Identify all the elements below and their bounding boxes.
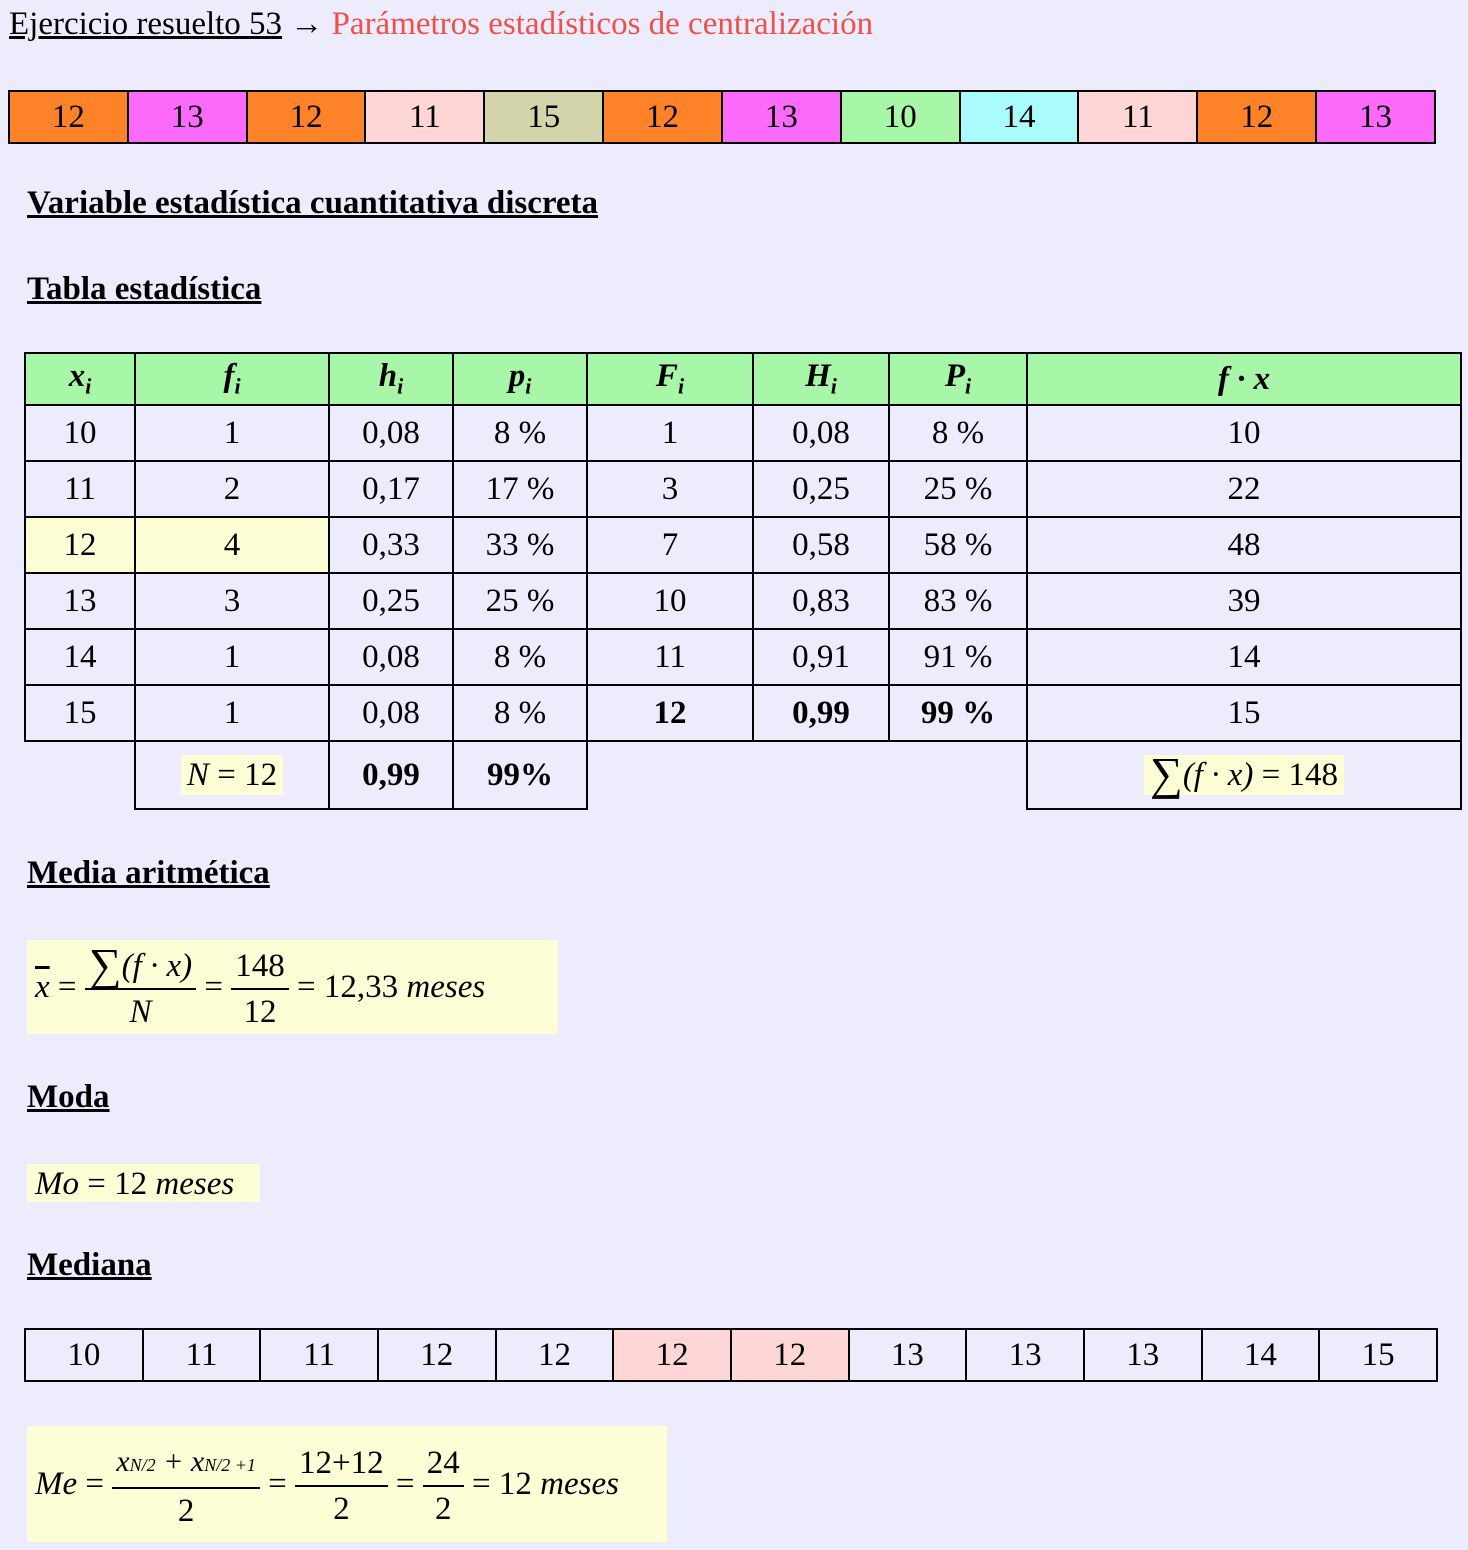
header-label: P — [944, 358, 966, 395]
table-cell: 48 — [1027, 517, 1461, 573]
table-row — [25, 685, 1461, 741]
table-cell: 0,99 — [753, 685, 889, 741]
table-cell: 2 — [135, 461, 329, 517]
table-cell: 1 — [135, 629, 329, 685]
table-row — [25, 517, 1461, 573]
table-cell: 11 — [587, 629, 753, 685]
table-cell: 1 — [135, 405, 329, 461]
moda-unit: meses — [155, 1166, 235, 1202]
table-cell: 58 % — [889, 517, 1027, 573]
strip-cell: 13 — [722, 91, 841, 143]
table-cell: 0,17 — [329, 461, 453, 517]
heading-mediana: Mediana — [27, 1247, 152, 1283]
table-cell: 25 % — [453, 573, 587, 629]
strip-cell: 11 — [1078, 91, 1197, 143]
strip-cell: 12 — [613, 1329, 731, 1381]
table-totals-row — [25, 741, 1461, 809]
strip-cell: 12 — [247, 91, 366, 143]
empty-cell — [25, 741, 135, 809]
table-cell: 91 % — [889, 629, 1027, 685]
sum-label: (f · x) — [1182, 756, 1254, 793]
mediana-num3: 24 — [423, 1441, 464, 1487]
header-label: x — [68, 358, 86, 395]
sub-den: 2 — [221, 1454, 231, 1475]
table-cell: 12 — [25, 517, 135, 573]
mediana-label: Me — [35, 1466, 78, 1502]
column-header — [453, 353, 587, 405]
table-cell: 22 — [1027, 461, 1461, 517]
table-cell: 8 % — [453, 629, 587, 685]
mediana-num2: 12+12 — [295, 1441, 388, 1487]
mean-symbol: $\overline{x}$ — [35, 969, 50, 1005]
media-numerator: (f · x) — [121, 948, 193, 985]
sub-plus-one: +1 — [234, 1454, 256, 1475]
strip-cell: 12 — [496, 1329, 614, 1381]
column-header — [889, 353, 1027, 405]
strip-cell: 11 — [260, 1329, 378, 1381]
header-sub: i — [830, 373, 837, 399]
x-symbol: x — [116, 1444, 130, 1478]
table-cell: 83 % — [889, 573, 1027, 629]
header-sub: i — [397, 373, 404, 399]
table-cell: 25 % — [889, 461, 1027, 517]
media-fraction-1 — [85, 939, 196, 1034]
header-label: F — [655, 358, 678, 395]
strip-cell: 15 — [1319, 1329, 1437, 1381]
table-cell: 12 — [587, 685, 753, 741]
table-cell: 8 % — [453, 405, 587, 461]
mediana-fraction-3 — [423, 1441, 464, 1531]
column-header — [135, 353, 329, 405]
strip-cell: 10 — [841, 91, 960, 143]
table-cell: 99 % — [889, 685, 1027, 741]
header-label: H — [805, 358, 831, 395]
media-unit: meses — [406, 969, 486, 1005]
total-n-cell: N = 12 — [135, 741, 329, 809]
media-den2: 12 — [243, 994, 277, 1031]
heading-tabla: Tabla estadística — [27, 271, 262, 307]
table-cell: 33 % — [453, 517, 587, 573]
strip-cell: 13 — [849, 1329, 967, 1381]
table-cell: 3 — [135, 573, 329, 629]
n-value: 12 — [244, 756, 278, 793]
topic-label: Parámetros estadísticos de centralización — [331, 6, 874, 42]
table-row — [25, 461, 1461, 517]
empty-cell — [753, 741, 889, 809]
mediana-fraction-2 — [295, 1441, 388, 1531]
column-header — [329, 353, 453, 405]
media-denominator: N — [129, 994, 152, 1031]
table-row — [25, 573, 1461, 629]
frequency-table — [24, 352, 1462, 810]
table-cell: 10 — [587, 573, 753, 629]
strip-cell: 11 — [143, 1329, 261, 1381]
mediana-unit: meses — [540, 1466, 619, 1502]
heading-media: Media aritmética — [27, 855, 270, 891]
x-symbol: x — [190, 1444, 205, 1478]
strip-cell: 12 — [603, 91, 722, 143]
exercise-label: Ejercicio resuelto 53 — [9, 6, 283, 42]
table-cell: 14 — [25, 629, 135, 685]
table-cell: 11 — [25, 461, 135, 517]
mediana-formula: Me = $\frac{xN/2 + xN/2 +1}{2}$ = $\frac{12+12}{2}$ = $\frac{24}{2}$ = 12 meses — [27, 1426, 667, 1542]
table-cell: 8 % — [889, 405, 1027, 461]
table-cell: 8 % — [453, 685, 587, 741]
moda-formula: Mo = 12 meses — [27, 1164, 260, 1202]
header-label: p — [508, 358, 526, 395]
strip-cell: 14 — [960, 91, 1079, 143]
header-sub: i — [85, 373, 92, 399]
header-sub: i — [234, 373, 241, 399]
table-cell: 39 — [1027, 573, 1461, 629]
table-cell: 0,08 — [329, 405, 453, 461]
table-cell: 15 — [25, 685, 135, 741]
column-header — [587, 353, 753, 405]
total-p-cell: 99% — [453, 741, 587, 809]
strip-cell: 14 — [1202, 1329, 1320, 1381]
header-sub: i — [525, 373, 532, 399]
table-row — [25, 405, 1461, 461]
moda-value: 12 — [114, 1166, 148, 1202]
strip-cell: 10 — [25, 1329, 143, 1381]
header-sub: i — [677, 373, 685, 399]
column-header — [25, 353, 135, 405]
table-cell: 0,25 — [753, 461, 889, 517]
media-result: 12,33 — [323, 969, 399, 1005]
raw-data-strip — [8, 90, 1436, 144]
table-cell: 14 — [1027, 629, 1461, 685]
strip-cell: 13 — [1316, 91, 1435, 143]
table-cell: 3 — [587, 461, 753, 517]
table-cell: 17 % — [453, 461, 587, 517]
header-label: h — [378, 358, 398, 395]
empty-cell — [889, 741, 1027, 809]
empty-cell — [587, 741, 753, 809]
header-label: f — [223, 358, 235, 395]
mediana-den3: 2 — [435, 1491, 452, 1528]
media-fraction-2 — [231, 944, 289, 1034]
table-cell: 10 — [1027, 405, 1461, 461]
sub-n: N — [204, 1454, 217, 1475]
table-header-row — [25, 353, 1461, 405]
header-sub: i — [965, 373, 972, 399]
table-cell: 4 — [135, 517, 329, 573]
table-cell: 0,91 — [753, 629, 889, 685]
sigma-icon: ∑ — [88, 939, 122, 991]
table-cell: 7 — [587, 517, 753, 573]
table-cell: 0,08 — [753, 405, 889, 461]
sub-n: N — [129, 1454, 142, 1475]
column-header — [1027, 353, 1461, 405]
sorted-data-strip — [24, 1328, 1438, 1382]
table-cell: 10 — [25, 405, 135, 461]
table-cell: 0,25 — [329, 573, 453, 629]
sub-den: 2 — [146, 1454, 156, 1475]
strip-cell: 12 — [1197, 91, 1316, 143]
strip-cell: 12 — [731, 1329, 849, 1381]
table-cell: 1 — [587, 405, 753, 461]
table-cell: 0,58 — [753, 517, 889, 573]
table-cell: 0,08 — [329, 629, 453, 685]
total-h-cell: 0,99 — [329, 741, 453, 809]
mediana-result: 12 — [498, 1466, 532, 1502]
sigma-icon: ∑ — [1150, 747, 1183, 799]
mediana-den: 2 — [177, 1492, 195, 1529]
table-cell: 0,08 — [329, 685, 453, 741]
n-label: N — [186, 756, 209, 793]
table-cell: 13 — [25, 573, 135, 629]
column-header — [753, 353, 889, 405]
strip-cell: 13 — [966, 1329, 1084, 1381]
table-cell: 1 — [135, 685, 329, 741]
table-cell: 15 — [1027, 685, 1461, 741]
media-formula: $\overline{x}$ = $\frac{\sum(f \cdot x)}{N}$ = $\frac{148}{12}$ = 12,33 meses — [27, 940, 558, 1034]
page-title — [9, 6, 873, 43]
arrow-icon: → — [290, 6, 324, 42]
mediana-fraction-1: $\frac{xN/2 + xN/2 +1}{2}$ — [112, 1440, 260, 1533]
table-cell: 0,33 — [329, 517, 453, 573]
sum-value: 148 — [1288, 756, 1338, 793]
media-num2: 148 — [231, 944, 289, 990]
table-row — [25, 629, 1461, 685]
table-cell: 0,83 — [753, 573, 889, 629]
header-label: f · x — [1217, 360, 1271, 397]
strip-cell: 13 — [1084, 1329, 1202, 1381]
strip-cell: 11 — [365, 91, 484, 143]
strip-cell: 12 — [378, 1329, 496, 1381]
strip-cell: 12 — [9, 91, 128, 143]
strip-cell: 15 — [484, 91, 603, 143]
strip-cell: 13 — [128, 91, 247, 143]
mediana-den2: 2 — [333, 1491, 350, 1528]
heading-moda: Moda — [27, 1079, 110, 1115]
total-sum-cell: ∑(f · x) = 148 — [1027, 741, 1461, 809]
heading-variable: Variable estadística cuantitativa discreta — [27, 185, 599, 221]
moda-label: Mo — [35, 1166, 79, 1202]
